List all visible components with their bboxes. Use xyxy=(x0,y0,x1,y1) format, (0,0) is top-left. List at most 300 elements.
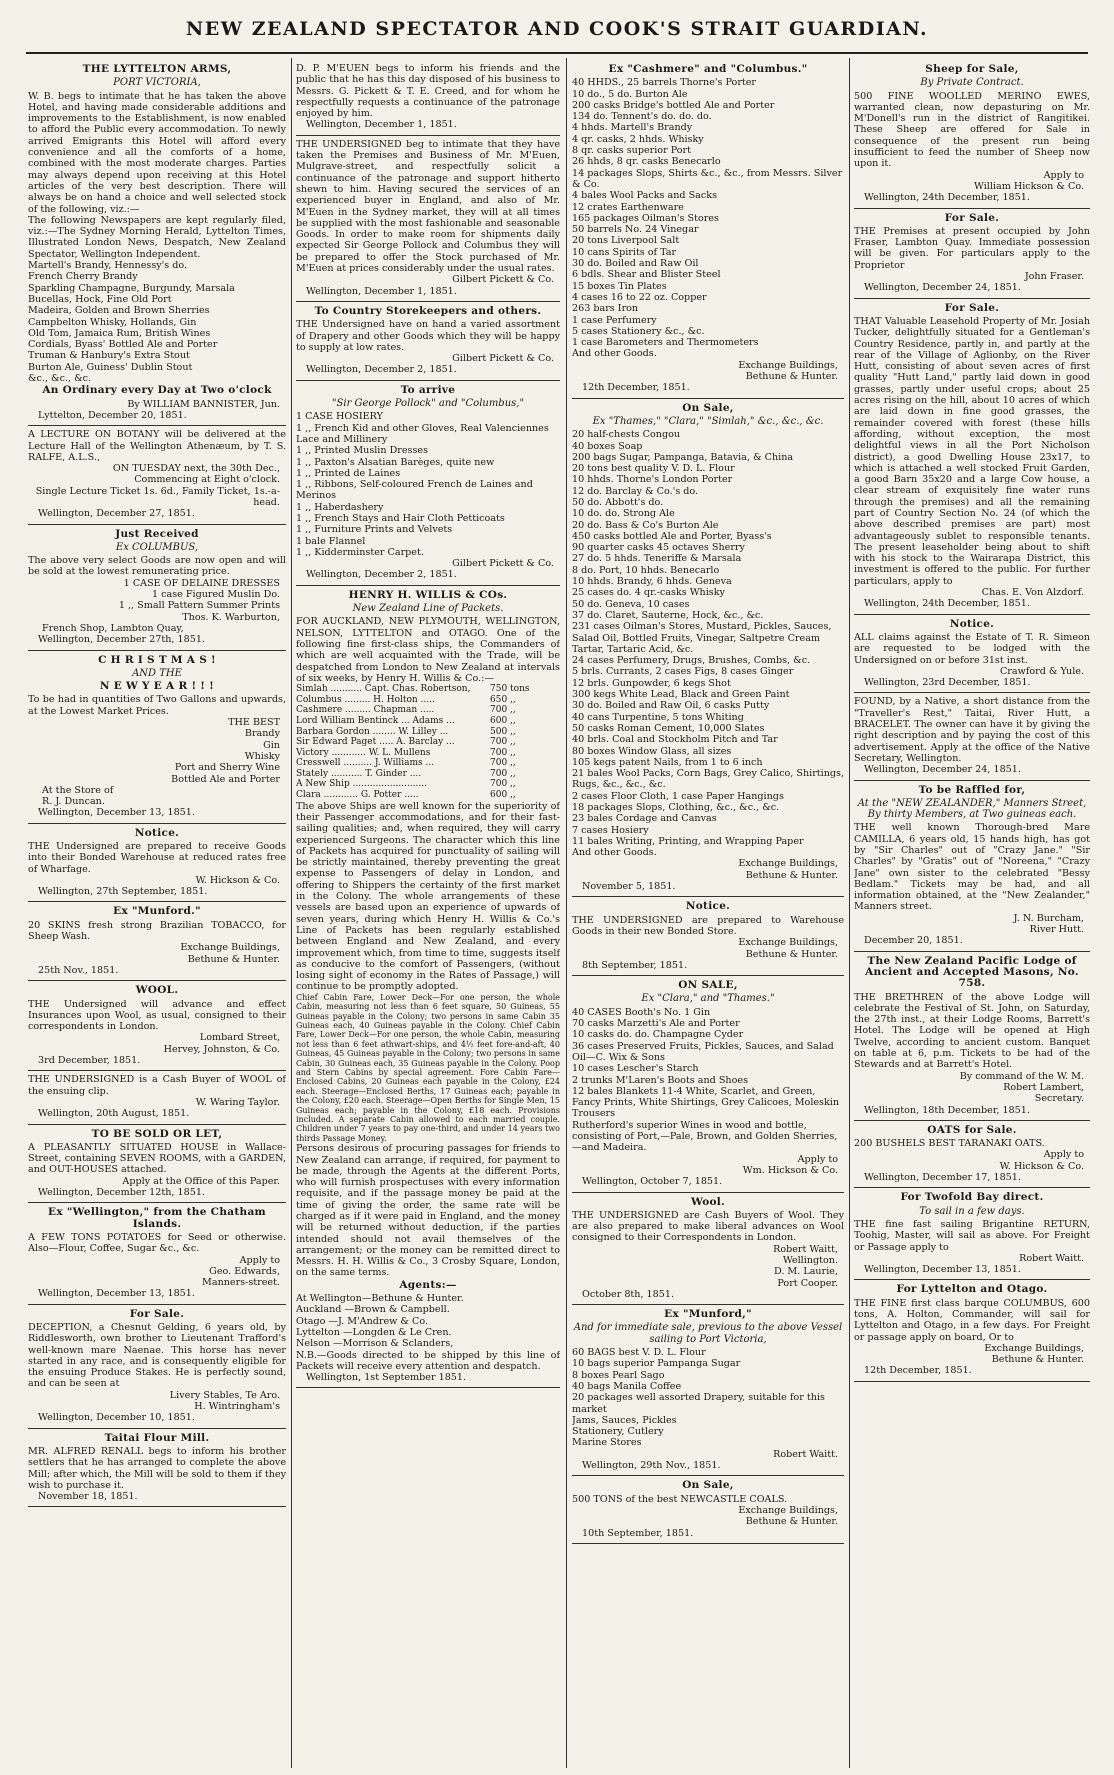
ad-signature: John Fraser. xyxy=(1024,271,1084,283)
ad-signature: Bethune & Hunter. xyxy=(745,371,838,383)
ad-date: Wellington, 29th Nov., 1851. xyxy=(582,1460,721,1472)
ad-item: 50 casks Roman Cement, 10,000 Slates xyxy=(572,722,765,734)
ad-signature: Bethune & Hunter. xyxy=(187,953,280,965)
ad-line: D. M. Laurie, xyxy=(773,1266,838,1278)
ad-date: Wellington, December 2, 1851. xyxy=(306,569,457,581)
ad-item: 300 kegs White Lead, Black and Green Paint xyxy=(572,689,790,701)
ad-date: November 5, 1851. xyxy=(582,881,676,893)
ad-signature: Bethune & Hunter. xyxy=(745,948,838,960)
ad-signature: Chas. E. Von Alzdorf. xyxy=(981,587,1084,599)
ad-heading: The New Zealand Pacific Lodge of Ancient and Accepted Masons, No. 758. xyxy=(865,954,1079,990)
ad-item: 6 bdls. Shear and Blister Steel xyxy=(572,269,721,281)
ad-line: Apply to xyxy=(797,1153,838,1165)
ad-item: 30 do. Boiled and Raw Oil xyxy=(572,258,699,270)
ad-line: Single Lecture Ticket 1s. 6d., Family Ticket, 1s.-a-head. xyxy=(35,485,280,508)
column-divider xyxy=(849,58,850,1768)
masthead-title: NEW ZEALAND SPECTATOR AND COOK'S STRAIT GUARDIAN. xyxy=(185,18,929,40)
ad-body: THAT Valuable Leasehold Property of Mr. Josiah Tucker, delightfully situated for a Gentleman's Country Residence, partly in, and partly at the rear of the Village of Aglionby, on the River Hutt, consisting of about seven acres of first quality "Hutt Land," partly laid down in good grasses, partly under useful crops; about 25 acres rising on the hill, about 10 acres of which are laid down in fine good grasses, the remainder covered with forest (these hills affording, without exception, the most delightful views in all the Port Nicholson district), a good Dwelling House 23x17, to which is attached a well stocked Fruit Garden, a good Barn 35x20 and a large Cow house, a clear stream of exquisitely fine water runs through the premises) and all the remaining part of Country Section No. 24 (of which the above described premises are part) most advantageously sublet to responsible tenants. The present leaseholder being about to shift with his stock to the Wairarapa District, this investment is offered to the public. For further particulars, apply to xyxy=(854,315,1090,587)
ad-signature: Robert Waitt. xyxy=(773,1448,838,1460)
ad-date: Wellington, 18th December, 1851. xyxy=(864,1104,1030,1116)
advertisement xyxy=(572,976,844,1192)
ad-line: W. Hickson & Co. xyxy=(999,1160,1084,1172)
ship-name: Barbara Gordon ........ W. Lilley ... xyxy=(296,726,449,737)
ad-date: 12th December, 1851. xyxy=(864,1365,972,1377)
column-divider xyxy=(566,58,567,1768)
ad-item: 27 do. 5 hhds. Teneriffe & Marsala xyxy=(572,553,742,565)
ad-item: 231 cases Oilman's Stores, Mustard, Pickles, Sauces, Salad Oil, Bottled Fruits, Vinegar, Saltpetre Cream Tartar, Tartaric Acid, &c. xyxy=(572,621,832,655)
ad-line: Apply at the Office of this Paper. xyxy=(122,1175,280,1187)
ad-line: Apply to xyxy=(1043,169,1084,181)
ad-heading: To arrive xyxy=(400,383,456,396)
ad-signature: Gilbert Pickett & Co. xyxy=(452,558,554,570)
ad-body: THE Undersigned will advance and effect Insurances upon Wool, as usual, consigned to their correspondents in London. xyxy=(28,998,286,1033)
advertisement xyxy=(854,1188,1090,1280)
ad-date: Wellington, December 27th, 1851. xyxy=(38,634,205,646)
column-2 xyxy=(296,60,560,1765)
advertisement xyxy=(296,60,560,136)
ad-item: 105 kegs patent Nails, from 1 to 6 inch xyxy=(572,756,763,768)
ad-heading: For Sale. xyxy=(944,211,1000,224)
ad-body: MR. ALFRED RENALL begs to inform his brother settlers that he has arranged to complete the above Mill; after which, the Mill will be sold to them if they wish to purchase it. xyxy=(28,1445,286,1491)
advertisement xyxy=(28,651,286,824)
ad-heading: Taitai Flour Mill. xyxy=(104,1431,210,1444)
ad-line: Secretary. xyxy=(1034,1093,1084,1105)
ad-body: W. B. begs to intimate that he has taken the above Hotel, and having made considerable additions and improvements to the Establishment, is now enabled to afford the Public every accommodation. To newly arrived Emigrants this Hotel will afford every convenience and all the comforts of a home, combined with the most moderate charges. Parties may always depend upon receiving at this Hotel articles of the very best description. There will always be on hand a choice and well selected stock of the following, viz.:— xyxy=(28,90,286,215)
ad-body: 20 SKINS fresh strong Brazilian TOBACCO, for Sheep Wash. xyxy=(28,919,286,943)
ship-name: A New Ship .......................... xyxy=(296,779,427,790)
ad-item: 15 boxes Tin Plates xyxy=(572,280,667,292)
ad-signature: Robert Waitt. xyxy=(1019,1252,1084,1264)
ad-item: 5 cases Stationery &c., &c. xyxy=(572,325,705,337)
ad-line: Port Cooper. xyxy=(777,1277,838,1289)
ad-item: Burton Ale, Guiness' Dublin Stout xyxy=(28,361,193,373)
column-1 xyxy=(28,60,286,1765)
ad-item: Sparkling Champagne, Burgundy, Marsala xyxy=(28,282,235,294)
ad-subheading: And for immediate sale, previous to the above Vessel sailing to Port Victoria, xyxy=(573,1322,843,1345)
ad-item: 20 tons best quality V. D. L. Flour xyxy=(572,463,735,475)
ad-item: 70 casks Marzetti's Ale and Porter xyxy=(572,1018,740,1030)
ad-item: 5 brls. Currants, 2 cases Figs, 8 cases Ginger xyxy=(572,666,794,678)
advertisement xyxy=(572,399,844,898)
ad-date: Lyttelton, December 20, 1851. xyxy=(38,409,187,421)
ad-date: Wellington, December 13, 1851. xyxy=(38,1288,195,1300)
advertisement xyxy=(28,1203,286,1304)
ship-name: Lord William Bentinck ... Adams ... xyxy=(296,715,455,726)
ad-body: THE UNDERSIGNED beg to intimate that they have taken the Premises and Business of Mr. M'Euen, Mulgrave-street, and respectfully solicit a continuance of the patronage and support hitherto shewn to him. Having secured the services of an experienced buyer in England, and also of Mr. M'Euen in the Sydney market, they will at all times be supplied with the most fashionable and seasonable Goods. In order to make room for shipments daily expected Sir George Pollock and Columbus they will be prepared to offer the Stock purchased of Mr. M'Euen at prices considerably under the usual rates. xyxy=(296,138,560,275)
advertisement xyxy=(28,902,286,981)
ad-line: Exchange Buildings, xyxy=(738,1504,838,1516)
ship-tonnage: 700 ,, xyxy=(490,747,516,758)
ad-item: 1 ,, Printed de Laines xyxy=(296,467,401,479)
advertisement xyxy=(854,1280,1090,1381)
ad-subheading: AND THE xyxy=(132,667,182,679)
ad-date: Wellington, 27th September, 1851. xyxy=(38,886,208,898)
ad-heading: ON SALE, xyxy=(678,979,738,992)
agent-line: Nelson —Morrison & Sclanders, xyxy=(296,1338,454,1350)
ad-date: Wellington, 20th August, 1851. xyxy=(38,1108,190,1120)
ad-date: 8th September, 1851. xyxy=(582,959,688,971)
ad-body: The above Ships are well known for the superiority of their Passenger accommodations, and for their fast-sailing qualities; and, when required, they will carry experienced Surgeons. The character which this line of Packets has acquired for punctuality of sailing will be strictly maintained, thereby preventing the great expense to Passengers of delay in London, and offering to Shippers the certainty of the first market in the Colony. The whole arrangements of these vessels are based upon an experience of upwards of seven years, during which Henry H. Willis & Co.'s Line of Packets has been regularly established between England and New Zealand, and every improvement which, from time to time, suggests itself as conducive to the comfort of Passengers, (without losing sight of economy in the Rates of Passage,) will continue to be promptly adopted. xyxy=(296,800,560,993)
ad-line: Apply to xyxy=(1043,1149,1084,1161)
agent-line: At Wellington—Bethune & Hunter. xyxy=(296,1293,464,1305)
ad-item: 200 casks Bridge's bottled Ale and Porter xyxy=(572,99,775,111)
ad-item: 14 packages Slops, Shirts &c., &c., from Messrs. Silver & Co. xyxy=(572,167,843,190)
ship-list xyxy=(296,684,560,801)
ad-signature: W. Waring Taylor. xyxy=(195,1096,280,1108)
ad-item: 10 hhds. Brandy, 6 hhds. Geneva xyxy=(572,576,732,588)
ad-extra: An Ordinary every Day at Two o'clock xyxy=(42,384,272,397)
ad-item: 1 CASE HOSIERY xyxy=(296,411,383,423)
ad-item: 4 hhds. Martell's Brandy xyxy=(572,122,693,134)
ad-signature: Bethune & Hunter. xyxy=(991,1354,1084,1366)
ad-heading: C H R I S T M A S ! xyxy=(98,653,216,666)
advertisement xyxy=(28,1305,286,1429)
ad-heading: To be Raffled for, xyxy=(918,783,1026,796)
ad-item: 50 do. Abbott's do. xyxy=(572,496,664,508)
ship-tonnage: 750 tons xyxy=(490,684,530,695)
ad-body: THE UNDERSIGNED is a Cash Buyer of WOOL of the ensuing clip. xyxy=(28,1074,286,1097)
ship-tonnage: 650 ,, xyxy=(490,694,516,705)
advertisement xyxy=(28,1125,286,1204)
ad-signature: Thos. K. Warburton, xyxy=(182,611,280,623)
ship-tonnage: 700 ,, xyxy=(490,758,516,769)
ad-item: 2 cases Floor Cloth, 1 case Paper Hangings xyxy=(572,790,784,802)
ad-item: 10 cases Lescher's Starch xyxy=(572,1063,699,1075)
advertisement xyxy=(296,381,560,586)
ad-date: Wellington, 24th December, 1851. xyxy=(864,192,1030,204)
ad-item: 40 CASES Booth's No. 1 Gin xyxy=(572,1006,711,1018)
ad-signature: Bethune & Hunter. xyxy=(745,869,838,881)
ad-subheading: Ex COLUMBUS, xyxy=(115,541,199,553)
ad-heading: Sheep for Sale, xyxy=(925,63,1019,75)
advertisement xyxy=(572,897,844,976)
ad-line: THE BEST xyxy=(228,717,280,729)
ad-heading: Ex "Munford," xyxy=(664,1308,752,1321)
ship-name: Columbus ......... H. Holton ..... xyxy=(296,694,435,705)
ad-date: Wellington, December 17, 1851. xyxy=(864,1172,1021,1184)
ad-item: 1 ,, French Kid and other Gloves, Real Valenciennes Lace and Millinery xyxy=(296,422,549,445)
advertisement xyxy=(854,615,1090,694)
advertisement xyxy=(854,952,1090,1121)
ad-body: THE Premises at present occupied by John Fraser, Lambton Quay. Immediate possession will be given. For particulars apply to the Proprietor xyxy=(854,225,1090,271)
ad-item: 24 cases Perfumery, Drugs, Brushes, Combs, &c. xyxy=(572,655,811,667)
ad-heading: Notice. xyxy=(949,617,995,630)
ad-item: 40 brls. Coal and Stockholm Pitch and Tar xyxy=(572,734,778,746)
ad-item: 450 casks bottled Ale and Porter, Byass's xyxy=(572,530,772,542)
ad-date: Wellington, December 24, 1851. xyxy=(864,764,1021,776)
ad-heading: For Sale. xyxy=(129,1307,185,1320)
ad-date: Wellington, 1st September 1851. xyxy=(306,1372,467,1384)
ad-item: 50 do. Geneva, 10 cases xyxy=(572,598,690,610)
column-divider xyxy=(291,58,292,1768)
ad-line: J. N. Burcham, xyxy=(1013,912,1084,924)
ad-item: 10 hhds. Thorne's London Porter xyxy=(572,474,733,486)
ad-item: 60 BAGS best V. D. L. Flour xyxy=(572,1347,706,1359)
ad-item: 263 bars Iron xyxy=(572,303,639,315)
ad-body: A PLEASANTLY SITUATED HOUSE in Wallace-Street, containing SEVEN ROOMS, with a GARDEN, and OUT-HOUSES attached. xyxy=(28,1141,286,1176)
ad-item: 20 tons Liverpool Salt xyxy=(572,235,680,247)
ship-name: Stately ........... T. Ginder .... xyxy=(296,768,422,779)
ad-date: Wellington, December 12th, 1851. xyxy=(38,1187,205,1199)
ad-item: 50 barrels No. 24 Vinegar xyxy=(572,224,699,236)
ad-body: To be had in quantities of Two Gallons and upwards, at the Lowest Market Prices. xyxy=(28,694,286,717)
ad-date: Wellington, December 1, 1851. xyxy=(306,119,457,131)
ad-date: Wellington, December 1, 1851. xyxy=(306,285,457,297)
ad-line: Exchange Buildings, xyxy=(984,1342,1084,1354)
ship-name: Clara ............ G. Potter ..... xyxy=(296,790,419,801)
ad-item: 21 bales Wool Packs, Corn Bags, Grey Calico, Shirtings, Rugs, &c., &c., &c. xyxy=(572,768,844,791)
ad-item: 11 bales Writing, Printing, and Wrapping Paper xyxy=(572,835,804,847)
ad-date: 10th September, 1851. xyxy=(582,1527,694,1539)
ship-tonnage: 700 ,, xyxy=(490,737,516,748)
agent-line: Otago —J. M'Andrew & Co. xyxy=(296,1315,429,1327)
ship-tonnage: 700 ,, xyxy=(490,779,516,790)
ship-name: Cresswell .......... J. Williams ... xyxy=(296,758,435,769)
ad-body: THE UNDERSIGNED are Cash Buyers of Wool. They are also prepared to make liberal advances on Wool consigned to their Correspondents in London. xyxy=(572,1209,844,1244)
ad-item: 12 brls. Gunpowder, 6 kegs Shot xyxy=(572,677,731,689)
ad-item: 40 boxes Soap xyxy=(572,440,643,452)
ad-body: THE FINE first class barque COLUMBUS, 600 tons, A. Holton, Commander, will sail for Lyttelton and Otago, in a few days. For Freight or passage apply on board, Or to xyxy=(854,1297,1090,1343)
ship-name: Simlah ........... Capt. Chas. Robertson, xyxy=(296,684,471,695)
ad-body: D. P. M'EUEN begs to inform his friends and the public that he has this day disposed of his business to Messrs. G. Pickett & T. E. Creed, and for whom he respectfully requests a continuance of the patronage enjoyed by him. xyxy=(296,63,560,120)
ad-line: By command of the W. M. xyxy=(959,1070,1084,1082)
ad-item: 10 casks do. do. Champagne Cyder xyxy=(572,1029,744,1041)
ad-item: 1 ,, Ribbons, Self-coloured French de Laines and Merinos xyxy=(296,479,533,502)
ad-item: Rutherford's superior Wines in wood and bottle, consisting of Port,—Pale, Brown, and Golden Sherries,—and Madeira. xyxy=(572,1119,838,1154)
ad-heading: For Twofold Bay direct. xyxy=(900,1191,1044,1204)
ad-line: Geo. Edwards, xyxy=(209,1265,280,1277)
ad-subheading: "Sir George Pollock" and "Columbus," xyxy=(331,398,525,410)
ad-subheading: By Private Contract. xyxy=(920,77,1024,89)
advertisement xyxy=(854,693,1090,780)
agent-line: Auckland —Brown & Campbell. xyxy=(296,1304,450,1316)
ad-heading: HENRY H. WILLIS & COs. xyxy=(348,588,508,601)
advertisement xyxy=(854,299,1090,615)
ad-item: 1 ,, Kidderminster Carpet. xyxy=(296,546,424,558)
ad-line: R. J. Duncan. xyxy=(42,796,105,808)
ad-body: THE BRETHREN of the above Lodge will celebrate the Festival of St. John, on Saturday, the 27th inst., at their Lodge Rooms, Barrett's Hotel. The Lodge will be opened at High Twelve, according to ancient custom. Banquet on table at 6, p.m. Tickets to be had of the Stewards and at Barrett's Hotel. xyxy=(854,991,1090,1071)
ad-body: The above very select Goods are now open and will be sold at the lowest remunerating price. xyxy=(28,555,286,578)
ship-tonnage: 700 ,, xyxy=(490,768,516,779)
advertisement xyxy=(28,1429,286,1508)
advertisement xyxy=(296,302,560,381)
column-3 xyxy=(572,60,844,1765)
ad-body: Persons desirous of procuring passages for friends to New Zealand can arrange, if required, for payment to be made, through the Agents at the different Ports, who will furnish prospectuses with every information requisite, and if the passage money be paid at the time of giving the order, the same rate will be charged as if it were paid in England, and the money will be returned without deduction, if the parties intended should not avail themselves of the arrangement; or the money can be remitted direct to Messrs. H. H. Willis & Co., 3 Crosby Square, London, on the same terms. xyxy=(296,1143,560,1279)
ad-date: November 18, 1851. xyxy=(38,1491,138,1503)
ad-line: Commencing at Eight o'clock. xyxy=(134,474,280,486)
ad-body: 500 TONS of the best NEWCASTLE COALS. xyxy=(572,1493,788,1505)
ad-line: Exchange Buildings, xyxy=(738,858,838,870)
ship-tonnage: 600 ,, xyxy=(490,715,516,726)
ad-item: 4 cases 16 to 22 oz. Copper xyxy=(572,291,707,303)
ad-heading: THE LYTTELTON ARMS, xyxy=(82,63,232,75)
advertisement xyxy=(28,426,286,524)
ad-item: 20 half-chests Congou xyxy=(572,429,681,441)
ad-date: Wellington, October 7, 1851. xyxy=(582,1176,723,1188)
ad-item: Cordials, Byass' Bottled Ale and Porter xyxy=(28,339,218,351)
ad-item: 10 cans Spirits of Tar xyxy=(572,246,677,258)
advertisement xyxy=(572,1193,844,1306)
ad-item: 1 case Perfumery xyxy=(572,314,657,326)
ad-item: 8 boxes Pearl Sago xyxy=(572,1369,665,1381)
ad-heading: On Sale, xyxy=(682,1479,734,1492)
ad-subheading: To sail in a few days. xyxy=(919,1205,1025,1217)
ad-line: Apply to xyxy=(239,1254,280,1266)
advertisement xyxy=(854,209,1090,299)
ad-signature: H. Wintringham's xyxy=(194,1401,280,1413)
ad-line: Exchange Buildings, xyxy=(738,359,838,371)
column-4 xyxy=(854,60,1090,1765)
ad-item: 40 cans Turpentine, 5 tons Whiting xyxy=(572,711,744,723)
ad-date: Wellington, December 24, 1851. xyxy=(864,282,1021,294)
ad-heading: Wool. xyxy=(690,1195,726,1208)
ad-line: Bottled Ale and Porter xyxy=(171,773,280,785)
ad-item: 1 ,, Haberdashery xyxy=(296,501,384,513)
ad-heading: Notice. xyxy=(134,826,180,839)
ad-signature: Gilbert Pickett & Co. xyxy=(452,274,554,286)
advertisement xyxy=(854,1121,1090,1188)
ad-item: 4 bales Wool Packs and Sacks xyxy=(572,190,718,202)
ad-body: FOR AUCKLAND, NEW PLYMOUTH, WELLINGTON, NELSON, LYTTELTON and OTAGO. One of the following fine first-class ships, the Commanders of which are well acquainted with the Trade, will be despatched from London to New Zealand at intervals of six weeks, by Henry H. Willis & Co.:— xyxy=(296,616,560,684)
ad-item: 40 HHDS., 25 barrels Thorne's Porter xyxy=(572,77,757,89)
ship-name: Victory ............ W. L. Mullens xyxy=(296,747,431,758)
advertisement xyxy=(28,1071,286,1124)
ad-item: 20 do. Bass & Co's Burton Ale xyxy=(572,519,719,531)
advertisement xyxy=(296,586,560,1389)
ad-line: Lombard Street, xyxy=(199,1032,280,1044)
ad-date: Wellington, December 10, 1851. xyxy=(38,1412,195,1424)
ad-date: 3rd December, 1851. xyxy=(38,1055,141,1067)
ad-item: And other Goods. xyxy=(572,348,657,360)
ad-line: 1 CASE OF DELAINE DRESSES xyxy=(123,577,280,589)
ad-line: Exchange Buildings, xyxy=(738,937,838,949)
ad-date: Wellington, December 13, 1851. xyxy=(38,807,195,819)
advertisement xyxy=(854,781,1090,952)
ad-item: Martell's Brandy, Hennessy's do. xyxy=(28,260,188,272)
ad-line: Brandy xyxy=(244,728,280,740)
ad-subheading: Ex "Thames," "Clara," "Simlah," &c., &c., &c. xyxy=(592,415,824,427)
ad-date: October 8th, 1851. xyxy=(582,1288,675,1300)
ad-signature: W. Hickson & Co. xyxy=(195,874,280,886)
ad-body: ALL claims against the Estate of T. R. Simeon are requested to be lodged with the Undersigned on or before 31st inst. xyxy=(854,631,1090,666)
ad-item: 25 cases do. 4 qr.-casks Whisky xyxy=(572,587,725,599)
ship-tonnage: 600 ,, xyxy=(490,790,516,801)
ad-item: 7 cases Hosiery xyxy=(572,824,649,836)
ad-date: Wellington, December 27, 1851. xyxy=(38,508,195,520)
ad-item: Campbelton Whisky, Hollands, Gin xyxy=(28,316,197,328)
ad-heading: N E W Y E A R ! ! ! xyxy=(99,680,215,693)
ad-item: Madeira, Golden and Brown Sherries xyxy=(28,305,210,317)
ad-item: &c., &c., &c. xyxy=(28,373,92,385)
ad-item: 23 bales Cordage and Canvas xyxy=(572,813,717,825)
ad-date: 25th Nov., 1851. xyxy=(38,964,119,976)
ad-item: 30 do. Boiled and Raw Oil, 6 casks Putty xyxy=(572,700,770,712)
ad-body: 200 BUSHELS BEST TARANAKI OATS. xyxy=(854,1138,1045,1150)
advertisement xyxy=(28,525,286,651)
ad-subheading: Ex "Clara," and "Thames." xyxy=(641,993,775,1005)
ad-item: 2 trunks M'Laren's Boots and Shoes xyxy=(572,1074,748,1086)
ad-subheading: PORT VICTORIA, xyxy=(113,77,201,89)
ad-subheading: New Zealand Line of Packets. xyxy=(352,603,504,615)
ad-item: French Cherry Brandy xyxy=(28,271,138,283)
ad-line: Robert Waitt, xyxy=(773,1243,838,1255)
ad-heading: For Lyttelton and Otago. xyxy=(896,1283,1048,1296)
ship-tonnage: 500 ,, xyxy=(490,726,516,737)
ad-item: 12 do. Barclay & Co.'s do. xyxy=(572,485,699,497)
ad-item: 1 ,, Printed Muslin Dresses xyxy=(296,445,429,457)
ad-item: 4 qr. casks, 2 hhds. Whisky xyxy=(572,133,704,145)
ad-item: 8 qr. casks superior Port xyxy=(572,145,691,157)
advertisement xyxy=(28,60,286,426)
ad-item: 10 bags superior Pampanga Sugar xyxy=(572,1358,741,1370)
ad-heading: Notice. xyxy=(685,900,731,913)
ad-line: 1 ,, Small Pattern Summer Prints xyxy=(118,600,280,612)
ad-body: A FEW TONS POTATOES for Seed or otherwise. Also—Flour, Coffee, Sugar &c., &c. xyxy=(28,1231,286,1255)
ad-body: THE fine fast sailing Brigantine RETURN, Toohig, Master, will sail as above. For Freight or Passage apply to xyxy=(854,1218,1090,1253)
ad-body: THE Undersigned have on hand a varied assortment of Drapery and other Goods which they will be happy to supply at low rates. xyxy=(296,319,560,353)
agents-heading: Agents:— xyxy=(399,1278,457,1291)
ad-item: 200 bags Sugar, Pampanga, Batavia, & China xyxy=(572,451,794,463)
ad-body: The following Newspapers are kept regularly filed, viz.:—The Sydney Morning Herald, Lyttelton Times, Illustrated London News, Despatch, New Zealand Spectator, Wellington Independent. xyxy=(28,214,286,260)
ad-signature: Hervey, Johnston, & Co. xyxy=(163,1043,280,1055)
ad-item: 37 do. Claret, Sauterne, Hock, &c., &c. xyxy=(572,609,764,621)
ad-item: 1 ,, Furniture Prints and Velvets xyxy=(296,524,453,536)
ad-signature: Gilbert Pickett & Co. xyxy=(452,353,554,365)
ad-signature: Crawford & Yule. xyxy=(999,665,1084,677)
advertisement xyxy=(572,1305,844,1476)
ad-item: Truman & Hanbury's Extra Stout xyxy=(28,350,190,362)
advertisement xyxy=(572,1476,844,1543)
ad-item: 40 bags Manila Coffee xyxy=(572,1380,682,1392)
ad-line: Port and Sherry Wine xyxy=(174,762,280,774)
ad-item: And other Goods. xyxy=(572,847,657,859)
ad-body: A LECTURE ON BOTANY will be delivered at the Lecture Hall of the Wellington Athenæum, by T. S. RALFE, A.L.S., xyxy=(28,429,286,463)
ad-item: 10 do. do. Strong Ale xyxy=(572,508,675,520)
ship-tonnage: 700 ,, xyxy=(490,705,516,716)
advertisement xyxy=(28,824,286,903)
ad-line: River Hutt. xyxy=(1029,924,1084,936)
ad-line: French Shop, Lambton Quay, xyxy=(42,622,184,634)
ad-date: Wellington, 24th December, 1851. xyxy=(864,598,1030,610)
ad-item: Old Tom, Jamaica Rum, British Wines xyxy=(28,327,211,339)
ad-heading: Ex "Wellington," from the Chatham Islands. xyxy=(48,1206,266,1230)
ad-line: Livery Stables, Te Aro. xyxy=(169,1389,280,1401)
ad-line: 1 case Figured Muslin Do. xyxy=(151,589,280,601)
ad-item: Jams, Sauces, Pickles xyxy=(572,1414,677,1426)
ad-item: Marine Stores xyxy=(572,1437,642,1449)
ad-date: December 20, 1851. xyxy=(864,935,963,947)
ad-item: 10 do., 5 do. Burton Ale xyxy=(572,88,688,100)
ad-heading: WOOL. xyxy=(135,984,179,997)
ad-item: 1 bale Flannel xyxy=(296,535,366,547)
ad-body: N.B.—Goods directed to be shipped by this line of Packets will receive every attention and despatch. xyxy=(296,1349,560,1372)
ad-body: THE Undersigned are prepared to receive Goods into their Bonded Warehouse at reduced rates free of Wharfage. xyxy=(28,841,286,875)
advertisement xyxy=(572,60,844,399)
ad-item: 12 crates Earthenware xyxy=(572,201,684,213)
agent-line: Lyttelton —Longden & Le Cren. xyxy=(296,1326,452,1338)
ad-item: 1 ,, Paxton's Alsatian Barèges, quite new xyxy=(296,456,495,468)
ad-item: 12 bales Blankets 11-4 White, Scarlet, and Green, Fancy Prints, White Shirtings, Grey Calicoes, Moleskin Trousers xyxy=(572,1085,840,1120)
advertisement xyxy=(296,136,560,302)
ad-subheading: At the "NEW ZEALANDER," Manners Street, By thirty Members, at Two guineas each. xyxy=(857,797,1087,821)
ad-date: Wellington, December 13, 1851. xyxy=(864,1264,1021,1276)
ad-date: Wellington, 23rd December, 1851. xyxy=(864,677,1031,689)
ad-signature: Bethune & Hunter. xyxy=(745,1516,838,1528)
ad-line: ON TUESDAY next, the 30th Dec., xyxy=(112,463,280,475)
ship-name: Sir Edward Paget ..... A. Barclay ... xyxy=(296,737,455,748)
ad-item: 20 packages well assorted Drapery, suitable for this market xyxy=(572,1392,825,1415)
fare-table: Chief Cabin Fare, Lower Deck—For one person, the whole Cabin, measuring not less than 6 feet square, 50 Guineas, 55 Guineas payable in the Colony; two persons in same Cabin 35 Guineas each, 40 Guineas payable in the Colony. Chief Cabin Fare, Lower Deck—For one person, the whole Cabin, measuring not less than 6 feet athwart-ships, and 4½ feet fore-and-aft, 40 Guineas, 45 Guineas payable in the Colony; two persons in same Cabin, 30 Guineas each, 35 Guineas payable in the Colony. Poop and Stern Cabins by special agreement. Fore Cabin Fare—Enclosed Cabins, 20 Guineas each payable in the Colony, £24 each. Steerage—Enclosed Berths, 17 Guineas each; payable in the Colony, £20 each. Steerage—Open Berths for Single Men, 15 Guineas each; payable in the Colony, £18 each. Provisions included. A separate Cabin allowed to each married couple. Children under 7 years to pay one-third, and under 14 years two thirds Passage Money. xyxy=(296,992,560,1143)
